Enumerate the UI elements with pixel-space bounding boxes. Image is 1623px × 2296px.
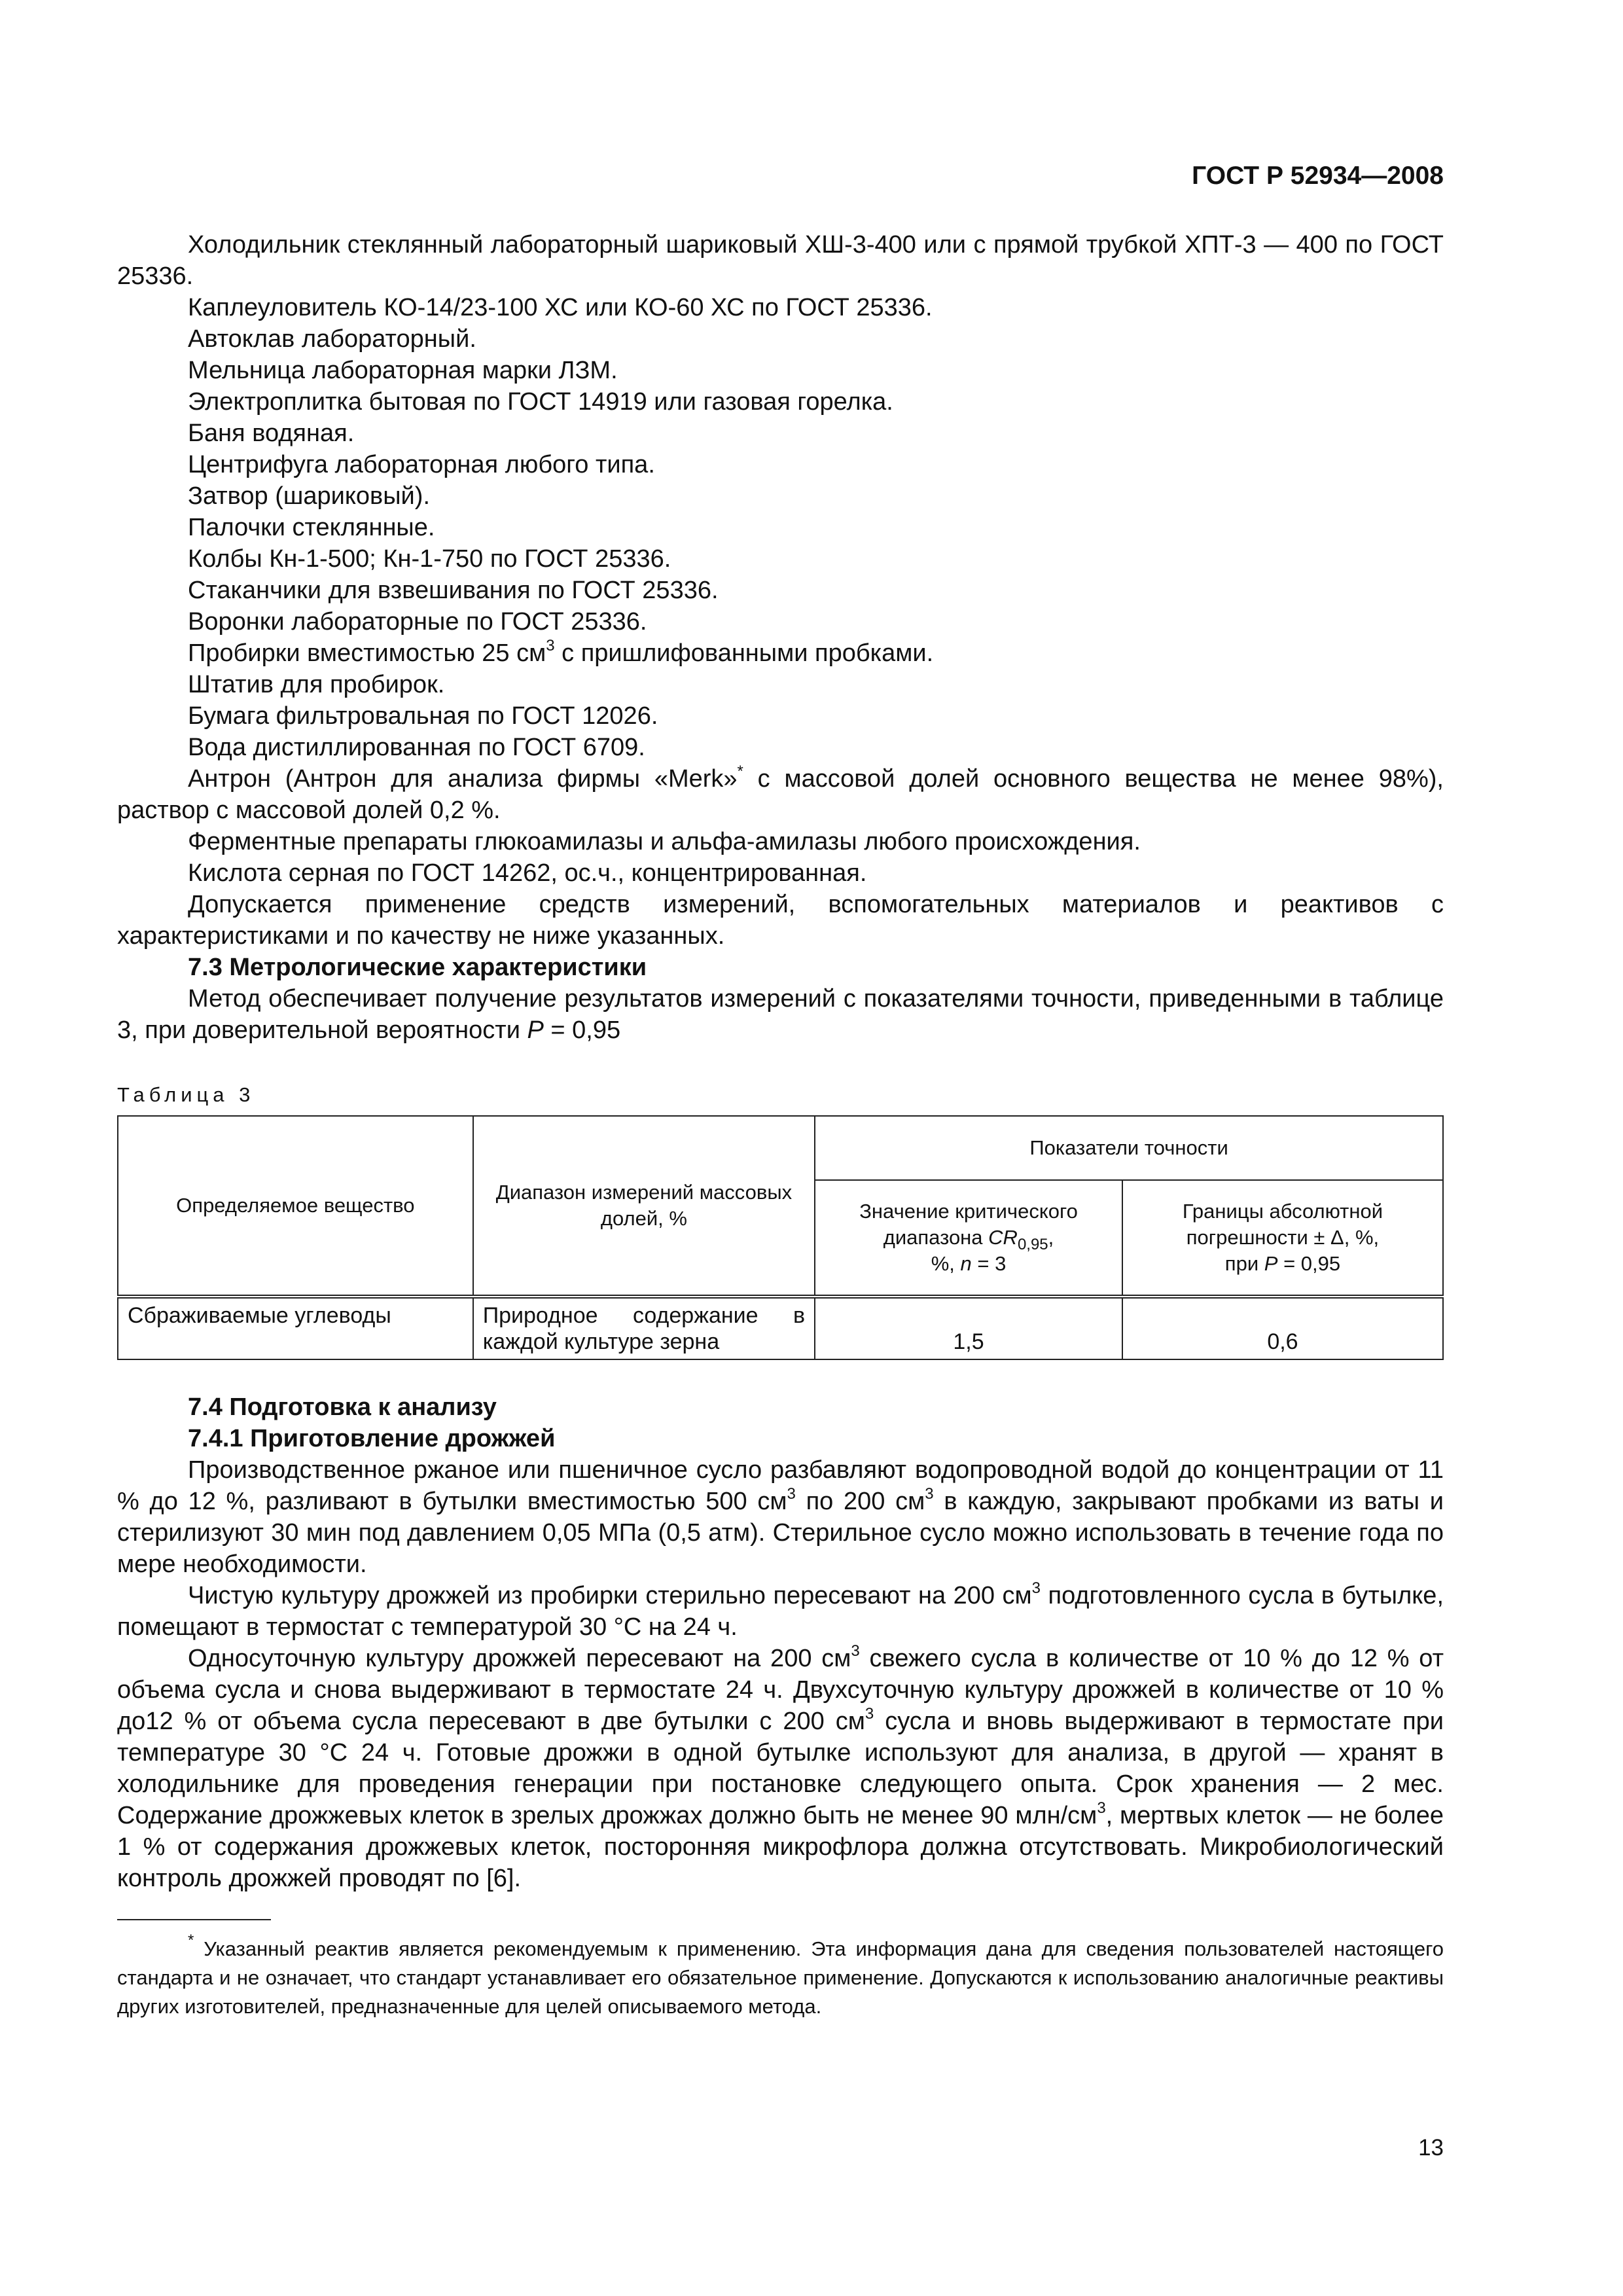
paragraph: Бумага фильтровальная по ГОСТ 12026. (188, 702, 658, 730)
text-run: содержание (633, 1303, 758, 1328)
superscript: 3 (787, 1485, 796, 1503)
text-run: , (1048, 1226, 1054, 1249)
footnote-divider (117, 1919, 271, 1920)
paragraph: Допускается применение средств измерений, вспомогательных материалов и реактивов с характеристиками и по качеству не ниже указанных. (117, 891, 1444, 950)
spacer (117, 1360, 1444, 1391)
cell-range (473, 1297, 815, 1359)
header-substance: Определяемое вещество (118, 1116, 473, 1297)
table-caption: Таблица 3 (117, 1083, 255, 1106)
text-run: Односуточную культуру дрожжей пересевают на 200 см (188, 1645, 851, 1672)
superscript: 3 (1031, 1579, 1041, 1597)
paragraph: Стаканчики для взвешивания по ГОСТ 25336. (188, 577, 719, 604)
text-run: Метод обеспечивает получение результатов измерений с показателями точности, приведенными в таблице 3, при доверительной вероятности (117, 985, 1444, 1044)
italic-symbol: n (960, 1252, 972, 1275)
text-run: по 200 см (795, 1488, 925, 1515)
table-row (118, 1297, 1443, 1359)
text-run: свежего сусла в количестве от 10 % до 12 % от объема сусла и снова выдерживают в термостате 24 ч. Двухсуточную культуру дрожжей в количестве от 10 % до12 % от объема сусла пересевают в две бутылки с 200 см (117, 1645, 1444, 1735)
italic-symbol: P (1264, 1252, 1278, 1275)
text-run: Значение критического диапазона (859, 1200, 1078, 1249)
text-run: %, (931, 1252, 961, 1275)
table-header-row (118, 1116, 1443, 1180)
standard-header: ГОСТ Р 52934—2008 (1192, 162, 1444, 190)
paragraph (117, 983, 1444, 1046)
footnote (117, 1931, 1444, 2021)
text-run: Антрон (Антрон для анализа фирмы «Merk» (188, 765, 738, 793)
text-run: при (1224, 1252, 1264, 1275)
header-critical-range (815, 1180, 1122, 1297)
footnote-text: Указанный реактив является рекомендуемым к применению. Эта информация дана для сведения пользователей настоящего стандарта и не означает, что стандарт устанавливает его обязательное применение. Допускаются к использованию аналогичные реактивы других изготовителей, предназначенные для целей описываемого метода. (117, 1937, 1444, 2018)
paragraph (117, 1580, 1444, 1643)
paragraph: Центрифуга лабораторная любого типа. (188, 451, 655, 478)
paragraph: Палочки стеклянные. (188, 514, 435, 541)
paragraph: Штатив для пробирок. (188, 671, 445, 698)
page-number: 13 (1418, 2135, 1444, 2161)
superscript: 3 (851, 1642, 860, 1660)
paragraph: Воронки лабораторные по ГОСТ 25336. (188, 608, 647, 636)
text-run: = 0,95 (1277, 1252, 1341, 1275)
superscript: 3 (546, 637, 555, 655)
section-heading: 7.3 Метрологические характеристики (188, 954, 647, 981)
superscript: 3 (1097, 1799, 1106, 1817)
text-run: Пробирки вместимостью 25 см (188, 639, 546, 667)
text-run: Производственное ржаное или пшеничное сусло разбавляют водопроводной водой до концентрации от 11 % до 12 %, разливают в бутылки вместимостью 500 см (117, 1456, 1444, 1515)
superscript: 3 (925, 1485, 934, 1503)
text-run: , мертвых клеток — не более 1 % от содержания дрожжевых клеток, посторонняя микрофлора должна отсутствовать. Микробиологический контроль дрожжей проводят по [6]. (117, 1802, 1444, 1892)
cell-absolute-error: 0,6 (1122, 1297, 1443, 1359)
header-absolute-error (1122, 1180, 1443, 1297)
section-heading: 7.4 Подготовка к анализу (188, 1393, 497, 1421)
cell-range-line: каждой культуре зерна (482, 1329, 720, 1354)
text-run: с массовой долей основного вещества не менее 98%), раствор с массовой долей 0,2 %. (117, 765, 1444, 824)
header-range: Диапазон измерений массовых долей, % (473, 1116, 815, 1297)
text-run: Природное (482, 1303, 598, 1328)
text-run: подготовленного сусла в бутылке, помещают в термостат с температурой 30 °С на 24 ч. (117, 1582, 1444, 1641)
cell-critical-range: 1,5 (815, 1297, 1122, 1359)
paragraph: Кислота серная по ГОСТ 14262, ос.ч., концентрированная. (188, 859, 867, 887)
paragraph: Мельница лабораторная марки ЛЗМ. (188, 357, 618, 384)
text-run: = 0,95 (543, 1016, 621, 1044)
text-run: Границы абсолютной погрешности ± Δ, %, (1182, 1200, 1383, 1249)
header-accuracy: Показатели точности (815, 1116, 1443, 1180)
paragraph: Холодильник стеклянный лабораторный шариковый ХШ-3-400 или с прямой трубкой ХПТ-3 — 400 по ГОСТ 25336. (117, 231, 1444, 290)
text-run: = 3 (971, 1252, 1007, 1275)
footnote-marker: * (737, 762, 743, 780)
paragraph: Баня водяная. (188, 420, 355, 447)
cell-range-line (483, 1302, 805, 1329)
paragraph: Каплеуловитель КО-14/23-100 ХС или КО-60 ХС по ГОСТ 25336. (188, 294, 933, 321)
superscript: 3 (865, 1705, 874, 1723)
paragraph (117, 637, 1444, 669)
text-run: в каждую, закрывают пробками из ваты и стерилизуют 30 мин под давлением 0,05 МПа (0,5 атм). Стерильное сусло можно использовать в течение года по мере необходимости. (117, 1488, 1444, 1578)
italic-symbol: CR (988, 1226, 1018, 1249)
paragraph: Ферментные препараты глюкоамилазы и альфа-амилазы любого происхождения. (188, 828, 1141, 855)
subscript: 0,95 (1017, 1236, 1048, 1253)
text-run: в (793, 1303, 806, 1328)
text-run: Чистую культуру дрожжей из пробирки стерильно пересевают на 200 см (188, 1582, 1032, 1609)
text-run: с пришлифованными пробками. (554, 639, 934, 667)
paragraph: Вода дистиллированная по ГОСТ 6709. (188, 734, 645, 761)
paragraph (117, 1643, 1444, 1894)
paragraph: Затвор (шариковый). (188, 482, 430, 510)
text-run: сусла и вновь выдерживают в термостате при температуре 30 °С 24 ч. Готовые дрожжи в одной бутылке используют для анализа, в другой — хранят в холодильнике для проведения генерации при постановке следующего опыта. Срок хранения — 2 мес. Содержание дрожжевых клеток в зрелых дрожжах должно быть не менее 90 млн/см (117, 1708, 1444, 1829)
paragraph: Электроплитка бытовая по ГОСТ 14919 или газовая горелка. (188, 388, 893, 416)
italic-symbol: P (527, 1016, 544, 1044)
paragraph: Автоклав лабораторный. (188, 325, 476, 353)
table-3 (117, 1115, 1444, 1360)
paragraph (117, 1454, 1444, 1580)
cell-substance: Сбраживаемые углеводы (118, 1297, 473, 1359)
section-heading: 7.4.1 Приготовление дрожжей (188, 1425, 556, 1452)
paragraph (117, 763, 1444, 826)
document-body (117, 229, 1444, 2021)
paragraph: Колбы Кн-1-500; Кн-1-750 по ГОСТ 25336. (188, 545, 671, 573)
footnote-marker: * (188, 1931, 194, 1949)
